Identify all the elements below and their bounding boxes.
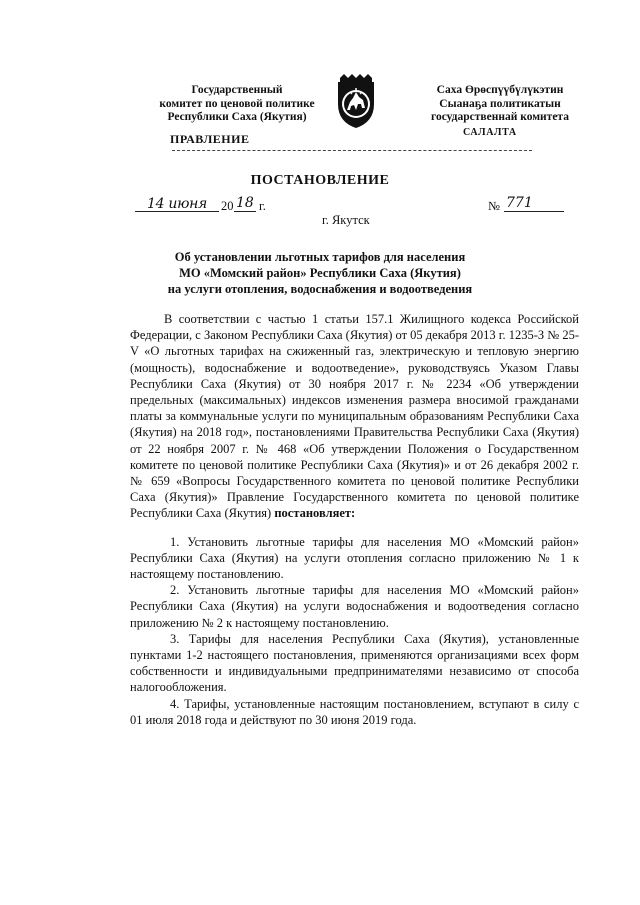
- header-right-line: Сыанаҕа политикатын: [439, 97, 561, 110]
- department-label-sakha: САЛАЛТА: [463, 127, 517, 138]
- header-left-line: Республики Саха (Якутия): [167, 111, 307, 123]
- date-day-month: 14 июня: [147, 196, 207, 212]
- preamble-text: В соответствии с частью 1 статьи 157.1 Жилищного кодекса Российской Федерации, с Законом Республики Саха (Якутия) от 05 декабря 2013 г. 1235-З № 25-V «О льготных тарифах на сжиженный газ, электрическую и тепловую энергию (мощность), водоснабжение и водоотведение», руководствуясь Указом Главы Республики Саха (Якутия) от 30 ноября 2017 г. № 2234 «Об утверждении предельных (максимальных) индексов изменения размера вносимой гражданами платы за коммунальные услуги по муниципальным образованиям Республики Саха (Якутия) на 2018 год», постановлениями Правительства Республики Саха (Якутия) от 22 ноября 2007 г. № 468 «Об утверждении Положения о Государственном комитете по ценовой политике Республики Саха (Якутия)» и от 26 декабря 2002 г. № 659 «Вопросы Государственного комитета по ценовой политике Республики Саха (Якутия)» Правление Государственного комитета по ценовой политике Республики Саха (Якутия): [130, 312, 579, 521]
- header-right-block: [400, 84, 600, 125]
- header-left-block: [142, 84, 332, 125]
- document-number: 771: [506, 195, 533, 211]
- subject-line: Об установлении льготных тарифов для населения: [174, 250, 466, 264]
- list-item: 2. Установить льготные тарифы для населения МО «Момский район» Республики Саха (Якутия) на услуги водоснабжения и водоотведения согласно приложению № 2 к настоящему постановлению.: [130, 583, 579, 630]
- header-left-line: комитет по ценовой политике: [159, 97, 315, 110]
- header-divider: [172, 150, 532, 151]
- number-underline: [504, 211, 564, 212]
- year-underline: [234, 211, 256, 212]
- header-right-line: Саха Өрөспүүбүлүкэтин: [436, 84, 564, 96]
- document-body: [130, 311, 579, 728]
- header-right-line: государственнай комитета: [431, 111, 569, 123]
- document-subject: [0, 249, 640, 297]
- date-century: 20: [221, 199, 234, 213]
- date-underline: [135, 211, 219, 212]
- subject-line: на услуги отопления, водоснабжения и водоотведения: [167, 282, 473, 296]
- document-title: ПОСТАНОВЛЕНИЕ: [250, 173, 390, 188]
- list-item: 1. Установить льготные тарифы для населения МО «Момский район» Республики Саха (Якутия) на услуги отопления согласно приложению № 1 к настоящему постановлению.: [130, 534, 579, 582]
- list-item: 4. Тарифы, установленные настоящим постановлением, вступают в силу с 01 июля 2018 года и действуют по 30 июня 2019 года.: [130, 696, 579, 727]
- number-sign: №: [488, 199, 500, 213]
- preamble-paragraph: [130, 311, 579, 522]
- resolves-word: постановляет:: [274, 506, 356, 521]
- date-year: 18: [236, 195, 254, 211]
- department-label-ru: ПРАВЛЕНИЕ: [170, 132, 250, 146]
- date-suffix: г.: [259, 199, 266, 213]
- city: г. Якутск: [322, 213, 370, 227]
- header-left-line: Государственный: [191, 84, 283, 96]
- coat-of-arms-sakha-icon: [334, 74, 378, 130]
- list-item: 3. Тарифы для населения Республики Саха (Якутия), установленные пунктами 1-2 настоящего постановления, применяются организациями всех форм собственности и индивидуальными предпринимателями независимо от способа налогообложения.: [130, 631, 579, 695]
- subject-line: МО «Момский район» Республики Саха (Якутия): [179, 266, 461, 280]
